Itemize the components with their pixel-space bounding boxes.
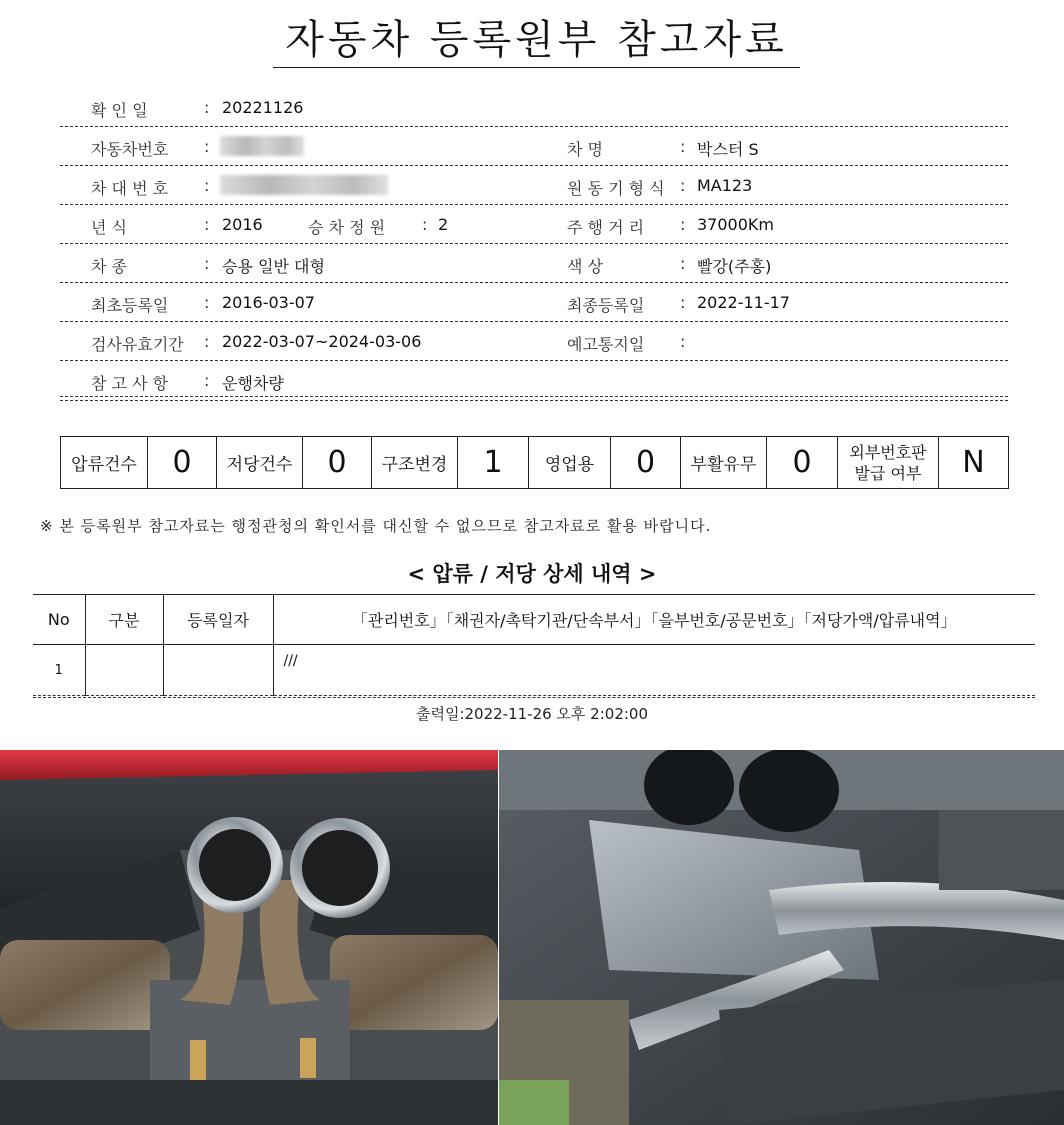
vin-label: 차 대 번 호 (91, 179, 169, 198)
business-use-value: 0 (611, 437, 681, 488)
row-content: /// (273, 645, 1035, 696)
first-reg-label: 최초등록일 (91, 296, 169, 315)
row-no: 1 (33, 645, 85, 696)
info-divider (60, 396, 1008, 397)
mortgage-count-label: 저당건수 (217, 437, 303, 488)
car-name-value: 박스터 S (697, 140, 759, 159)
remarks-label: 참 고 사 항 (91, 374, 169, 393)
vin-value-redacted (220, 174, 388, 195)
header-detail-content: 「관리번호」「채권자/촉탁기관/단속부서」「을부번호/공문번호」「저당가액/압류내역」 (273, 595, 1035, 645)
structure-change-value: 1 (458, 437, 529, 488)
plate-value-redacted (220, 135, 304, 156)
seizure-count-value: 0 (148, 437, 217, 488)
row-vin: 차 대 번 호 : 원 동 기 형 식 : MA123 (60, 166, 1008, 205)
header-no: No (33, 595, 85, 645)
remarks-value: 운행차량 (222, 374, 284, 393)
revival-value: 0 (767, 437, 838, 488)
external-plate-label-line1: 외부번호판 (849, 442, 927, 462)
external-plate-value: N (962, 445, 985, 480)
row-inspection: 검사유효기간 : 2022-03-07~2024-03-06 예고통지일 : (60, 322, 1008, 361)
inspection-label: 검사유효기간 (91, 335, 184, 354)
rear-exhaust-illustration (0, 750, 498, 1125)
last-reg-value: 2022-11-17 (697, 293, 790, 312)
vehicle-info-block (60, 88, 1008, 400)
external-plate-label-line2: 발급 여부 (854, 463, 922, 483)
external-plate-label (838, 437, 939, 488)
right-muffler (330, 935, 498, 1030)
row-registration: 최초등록일 : 2016-03-07 최종등록일 : 2022-11-17 (60, 283, 1008, 322)
structure-change-label: 구조변경 (372, 437, 458, 488)
type-label: 차 종 (91, 257, 127, 276)
color-label: 색 상 (567, 257, 603, 276)
last-reg-label: 최종등록일 (567, 296, 645, 315)
confirm-date-label: 확 인 일 (91, 101, 148, 120)
color-value: 빨강(주홍) (697, 257, 772, 276)
seizure-count-label: 압류건수 (61, 437, 148, 488)
status-counts-table (60, 436, 1009, 489)
table-row (33, 645, 1035, 696)
first-reg-value: 2016-03-07 (222, 293, 315, 312)
header-kind: 구분 (85, 595, 163, 645)
mortgage-count-value: 0 (303, 437, 372, 488)
rear-exhaust-photo (0, 750, 498, 1125)
info-divider-double (60, 400, 1008, 401)
header-reg-date: 등록일자 (163, 595, 273, 645)
seizure-mortgage-detail-table (33, 594, 1035, 696)
row-plate: 자동차번호 : 차 명 : 박스터 S (60, 127, 1008, 166)
printed-datetime: 출력일:2022-11-26 오후 2:02:00 (415, 705, 649, 723)
mileage-value: 37000Km (697, 215, 774, 234)
row-remarks: 참 고 사 항 : 운행차량 (91, 371, 284, 393)
inspection-value: 2022-03-07~2024-03-06 (222, 332, 422, 351)
title-underline (273, 67, 800, 68)
engine-value: MA123 (697, 176, 753, 195)
plate-label: 자동차번호 (91, 140, 169, 159)
left-muffler (0, 940, 170, 1030)
detail-header-row (33, 595, 1035, 645)
row-date (163, 645, 273, 696)
detail-table-end-rule (33, 697, 1035, 698)
business-use-label: 영업용 (529, 437, 611, 488)
mileage-label: 주 행 거 리 (567, 218, 645, 237)
notice-date-label: 예고통지일 (567, 335, 645, 354)
underbody-exhaust-illustration (499, 750, 1064, 1125)
document-title: 자동차 등록원부 참고자료 (285, 17, 788, 63)
seats-value: 2 (438, 215, 449, 234)
underbody-exhaust-photo (499, 750, 1064, 1125)
engine-label: 원 동 기 형 식 (567, 179, 665, 198)
detail-section-title: < 압류 / 저당 상세 내역 > (407, 562, 657, 586)
row-type: 차 종 : 승용 일반 대형 색 상 : 빨강(주홍) (60, 244, 1008, 283)
car-name-label: 차 명 (567, 140, 603, 159)
tip-right (739, 750, 839, 832)
revival-label: 부활유무 (681, 437, 767, 488)
confirm-date-value: 20221126 (222, 98, 304, 117)
year-value: 2016 (222, 215, 263, 234)
row-kind (85, 645, 163, 696)
year-label: 년 식 (91, 218, 127, 237)
seats-label: 승 차 정 원 (308, 218, 386, 237)
type-value: 승용 일반 대형 (222, 257, 325, 276)
notice-text: ※ 본 등록원부 참고자료는 행정관청의 확인서를 대신할 수 없으므로 참고자료로 활용 바랍니다. (40, 517, 712, 535)
row-confirm-date: 확 인 일 : 20221126 (60, 88, 1008, 127)
row-year: 년 식 : 2016 승 차 정 원 : 2 주 행 거 리 : 37000Km (60, 205, 1008, 244)
